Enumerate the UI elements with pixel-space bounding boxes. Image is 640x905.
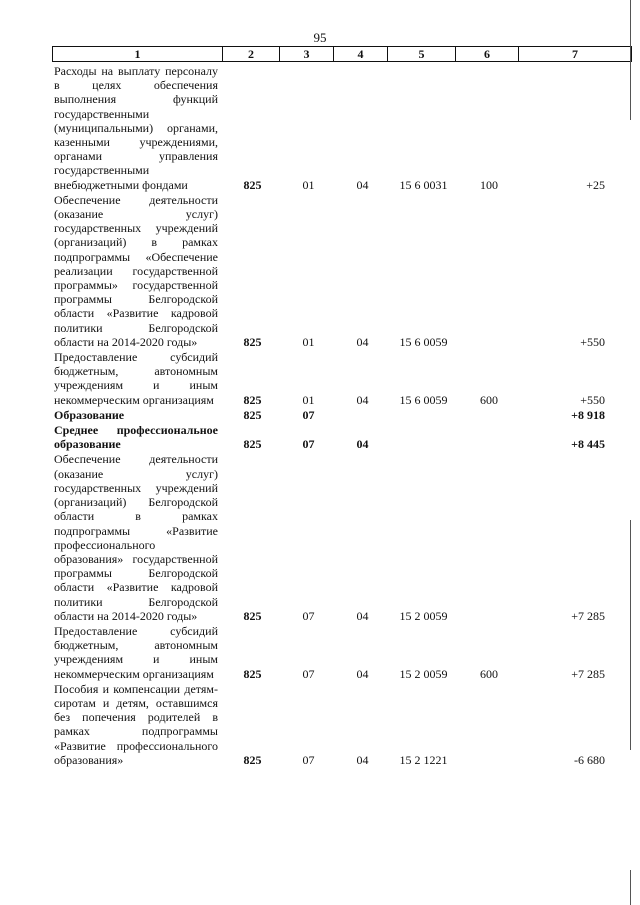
- row-target-article: 15 2 0059: [399, 666, 448, 681]
- scan-edge-line: [630, 870, 631, 905]
- row-section: 01: [302, 392, 315, 407]
- row-subsection: 04: [356, 752, 369, 767]
- row-admin-code: 825: [243, 608, 262, 623]
- row-section: 01: [302, 334, 315, 349]
- row-target-article: 15 2 1221: [399, 752, 448, 767]
- column-header-1: 1: [53, 47, 223, 62]
- row-amount: +8 918: [571, 407, 605, 422]
- row-subsection: 04: [356, 666, 369, 681]
- table-body: [0, 64, 640, 767]
- row-amount: +8 445: [571, 437, 605, 452]
- row-description: Обеспечение деятельности (оказание услуг) государственных учреждений (организаций) в рамках подпрограммы «Обеспечение реализации государственной программы» государственной программы Белгородской области «Развитие кадровой политики Белгородской области на 2014-2020 годы»: [54, 192, 218, 349]
- scan-edge-line: [630, 0, 631, 120]
- row-subsection: 04: [356, 177, 369, 192]
- row-admin-code: 825: [243, 177, 262, 192]
- table-row: [0, 682, 640, 767]
- row-subsection: 04: [356, 334, 369, 349]
- row-section: 01: [302, 177, 315, 192]
- row-target-article: 15 6 0059: [399, 392, 448, 407]
- column-header-6: 6: [456, 47, 519, 62]
- scan-edge-line: [630, 520, 631, 750]
- row-target-article: 15 6 0059: [399, 334, 448, 349]
- row-target-article: 15 6 0031: [399, 177, 448, 192]
- row-section: 07: [302, 407, 315, 422]
- header-row: [53, 47, 632, 62]
- row-description: Обеспечение деятельности (оказание услуг) государственных учреждений (организаций) Белгородской области в рамках подпрограммы «Развитие профессионального образования» государственной программы Белгородской области «Развитие кадровой политики Белгородской области на 2014-2020 годы»: [54, 452, 218, 623]
- row-amount: -6 680: [574, 752, 605, 767]
- table-row: [0, 408, 640, 422]
- column-header-5: 5: [388, 47, 456, 62]
- row-target-article: 15 2 0059: [399, 608, 448, 623]
- row-description: Предоставление субсидий бюджетным, автономным учреждениям и иным некоммерческим организациям: [54, 350, 218, 407]
- table-header: [52, 46, 632, 62]
- row-admin-code: 825: [243, 334, 262, 349]
- row-expense-type: 100: [480, 177, 498, 192]
- row-amount: +7 285: [571, 608, 605, 623]
- row-description: Расходы на выплату персоналу в целях обеспечения выполнения функций государственными (муниципальными) органами, казенными учреждениями, органами управления государственными внебюджетными фондами: [54, 64, 218, 192]
- table-row: [0, 452, 640, 622]
- row-section: 07: [302, 666, 315, 681]
- row-section: 07: [302, 752, 315, 767]
- row-amount: +550: [580, 392, 605, 407]
- column-header-2: 2: [223, 47, 280, 62]
- table-row: [0, 64, 640, 192]
- table-row: [0, 423, 640, 451]
- row-amount: +25: [586, 177, 605, 192]
- row-admin-code: 825: [243, 437, 262, 452]
- row-subsection: 04: [356, 437, 369, 452]
- table-row: [0, 193, 640, 349]
- table-row: [0, 350, 640, 407]
- row-subsection: 04: [356, 392, 369, 407]
- table-row: [0, 624, 640, 681]
- row-admin-code: 825: [243, 407, 262, 422]
- row-description: Среднее профессиональное образование: [54, 423, 218, 452]
- row-amount: +7 285: [571, 666, 605, 681]
- row-section: 07: [302, 437, 315, 452]
- page-number: 95: [313, 30, 327, 45]
- row-amount: +550: [580, 334, 605, 349]
- row-description: Образование: [54, 407, 125, 422]
- row-section: 07: [302, 608, 315, 623]
- row-admin-code: 825: [243, 666, 262, 681]
- column-header-3: 3: [280, 47, 334, 62]
- row-admin-code: 825: [243, 392, 262, 407]
- row-description: Предоставление субсидий бюджетным, автономным учреждениям и иным некоммерческим организациям: [54, 623, 218, 681]
- column-header-7: 7: [519, 47, 632, 62]
- row-description: Пособия и компенсации детям-сиротам и детям, оставшимся без попечения родителей в рамках подпрограммы «Развитие профессионального образования»: [54, 681, 218, 767]
- row-expense-type: 600: [480, 666, 498, 681]
- row-subsection: 04: [356, 608, 369, 623]
- column-header-4: 4: [334, 47, 388, 62]
- row-expense-type: 600: [480, 392, 498, 407]
- row-admin-code: 825: [243, 752, 262, 767]
